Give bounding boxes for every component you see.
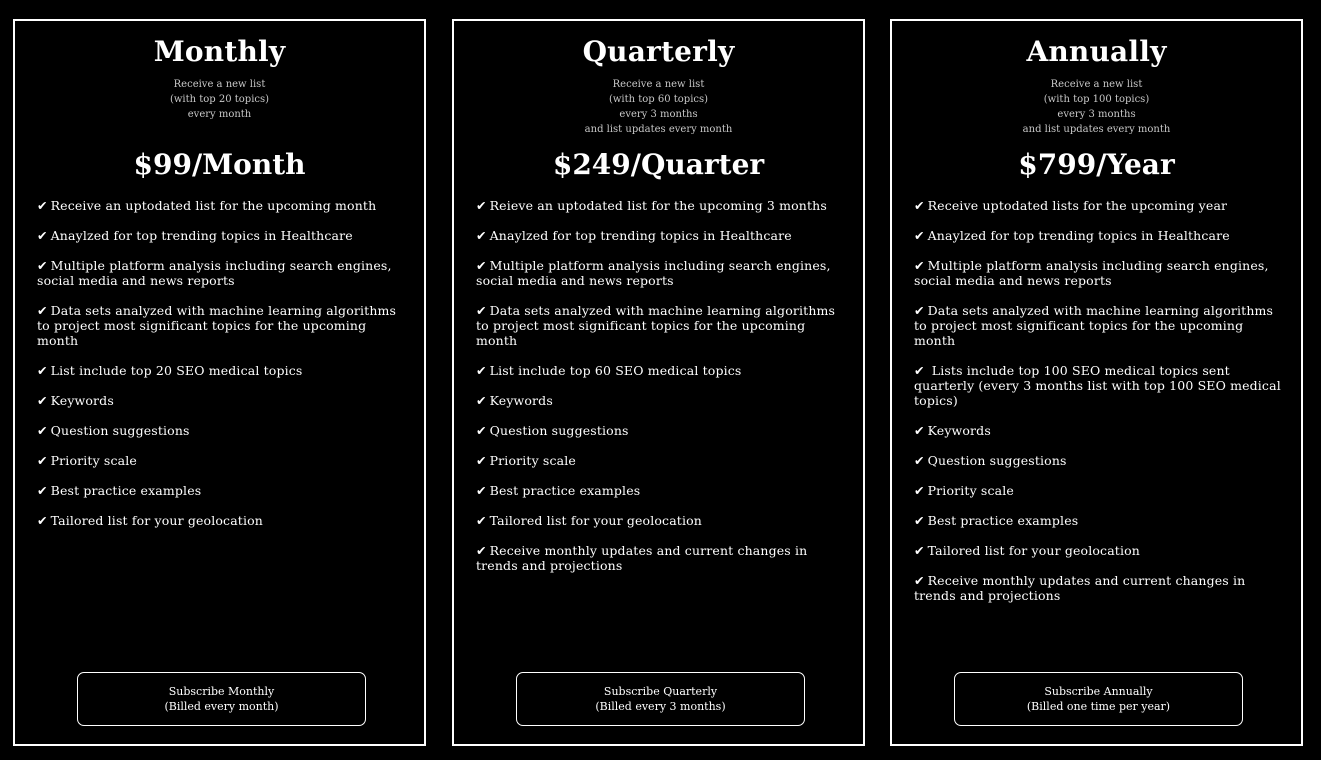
feature-item [476, 453, 847, 468]
feature-item [476, 423, 847, 438]
feature-text: Best practice examples [927, 513, 1079, 528]
feature-item [476, 258, 847, 288]
checkmark-icon: ✔ [914, 363, 925, 378]
checkmark-icon: ✔ [37, 423, 48, 438]
subscribe-quarterly-button[interactable] [516, 672, 805, 726]
feature-text: Data sets analyzed with machine learning algorithms to project most significant topics for the upcoming month [914, 303, 1274, 348]
checkmark-icon: ✔ [476, 228, 487, 243]
plan-price: $799/Year [1018, 148, 1175, 181]
feature-item [476, 393, 847, 408]
feature-item [476, 363, 847, 378]
checkmark-icon: ✔ [37, 363, 48, 378]
checkmark-icon: ✔ [476, 483, 487, 498]
checkmark-icon: ✔ [37, 453, 48, 468]
plan-description-line: every 3 months [619, 109, 698, 120]
feature-item [914, 513, 1285, 528]
feature-item [37, 453, 408, 468]
button-sublabel: (Billed every 3 months) [595, 700, 726, 713]
feature-text: Best practice examples [50, 483, 202, 498]
plan-description [15, 77, 424, 137]
plan-description-line: (with top 100 topics) [1043, 94, 1150, 105]
pricing-card-annually [890, 19, 1303, 746]
feature-text: Anaylzed for top trending topics in Healthcare [927, 228, 1230, 243]
feature-item [476, 543, 847, 573]
feature-text: Multiple platform analysis including search engines, social media and news reports [476, 258, 831, 288]
plan-description-line: and list updates every month [1022, 124, 1171, 135]
feature-list [15, 198, 424, 528]
feature-text: Tailored list for your geolocation [489, 513, 703, 528]
feature-text: Question suggestions [927, 453, 1067, 468]
feature-text: Data sets analyzed with machine learning algorithms to project most significant topics for the upcoming month [476, 303, 836, 348]
checkmark-icon: ✔ [476, 543, 487, 558]
feature-item [37, 258, 408, 288]
feature-text: Multiple platform analysis including search engines, social media and news reports [914, 258, 1269, 288]
plan-description-line: (with top 60 topics) [608, 94, 709, 105]
plan-description-line: Receive a new list [173, 79, 266, 90]
plan-description [454, 77, 863, 137]
subscribe-monthly-button[interactable] [77, 672, 366, 726]
feature-item [37, 513, 408, 528]
feature-item [37, 228, 408, 243]
feature-item [914, 573, 1285, 603]
plan-price: $99/Month [133, 148, 306, 181]
feature-text: Receive monthly updates and current changes in trends and projections [914, 573, 1246, 603]
plan-description-line: every 3 months [1057, 109, 1136, 120]
plan-price: $249/Quarter [552, 148, 765, 181]
feature-text: Anaylzed for top trending topics in Healthcare [489, 228, 792, 243]
feature-text: Priority scale [927, 483, 1014, 498]
feature-list [454, 198, 863, 573]
feature-text: Question suggestions [50, 423, 190, 438]
checkmark-icon: ✔ [914, 303, 925, 318]
feature-text: List include top 60 SEO medical topics [489, 363, 742, 378]
plan-description [892, 77, 1301, 137]
feature-text: Tailored list for your geolocation [927, 543, 1141, 558]
feature-item [914, 228, 1285, 243]
feature-item [476, 483, 847, 498]
feature-text: List include top 20 SEO medical topics [50, 363, 303, 378]
checkmark-icon: ✔ [476, 303, 487, 318]
plan-description-line: Receive a new list [612, 79, 705, 90]
feature-text: Receive uptodated lists for the upcoming year [927, 198, 1228, 213]
feature-text: Receive monthly updates and current changes in trends and projections [476, 543, 808, 573]
feature-text: Keywords [489, 393, 553, 408]
checkmark-icon: ✔ [37, 393, 48, 408]
plan-description-line: every month [187, 109, 252, 120]
feature-item [914, 258, 1285, 288]
checkmark-icon: ✔ [37, 483, 48, 498]
feature-item [37, 393, 408, 408]
feature-text: Tailored list for your geolocation [50, 513, 264, 528]
feature-item [476, 303, 847, 348]
feature-text: Anaylzed for top trending topics in Healthcare [50, 228, 353, 243]
checkmark-icon: ✔ [476, 423, 487, 438]
feature-item [37, 198, 408, 213]
feature-item [914, 453, 1285, 468]
checkmark-icon: ✔ [914, 453, 925, 468]
checkmark-icon: ✔ [914, 198, 925, 213]
plan-description-line: (with top 20 topics) [169, 94, 270, 105]
button-label: Subscribe Quarterly [603, 685, 718, 698]
feature-item [476, 513, 847, 528]
plan-title: Monthly [153, 35, 286, 68]
feature-item [914, 303, 1285, 348]
checkmark-icon: ✔ [37, 303, 48, 318]
checkmark-icon: ✔ [914, 228, 925, 243]
checkmark-icon: ✔ [914, 483, 925, 498]
feature-item [37, 423, 408, 438]
checkmark-icon: ✔ [914, 513, 925, 528]
checkmark-icon: ✔ [914, 258, 925, 273]
checkmark-icon: ✔ [476, 393, 487, 408]
feature-text: Best practice examples [489, 483, 641, 498]
checkmark-icon: ✔ [476, 513, 487, 528]
checkmark-icon: ✔ [476, 258, 487, 273]
checkmark-icon: ✔ [37, 258, 48, 273]
feature-text: Reieve an uptodated list for the upcoming 3 months [489, 198, 827, 213]
plan-title: Annually [1026, 35, 1167, 68]
feature-list [892, 198, 1301, 603]
feature-item [37, 483, 408, 498]
feature-item [914, 543, 1285, 558]
checkmark-icon: ✔ [914, 423, 925, 438]
pricing-card-quarterly [452, 19, 865, 746]
checkmark-icon: ✔ [37, 513, 48, 528]
feature-item [914, 423, 1285, 438]
feature-text: Keywords [927, 423, 991, 438]
button-sublabel: (Billed every month) [164, 700, 279, 713]
feature-text: Multiple platform analysis including search engines, social media and news reports [37, 258, 392, 288]
checkmark-icon: ✔ [476, 363, 487, 378]
subscribe-annually-button[interactable] [954, 672, 1243, 726]
feature-item [37, 363, 408, 378]
pricing-card-monthly [13, 19, 426, 746]
feature-text: Priority scale [489, 453, 576, 468]
feature-item [914, 483, 1285, 498]
plan-description-line: Receive a new list [1050, 79, 1143, 90]
feature-item [914, 198, 1285, 213]
checkmark-icon: ✔ [476, 198, 487, 213]
checkmark-icon: ✔ [914, 543, 925, 558]
checkmark-icon: ✔ [37, 228, 48, 243]
checkmark-icon: ✔ [37, 198, 48, 213]
feature-text: Lists include top 100 SEO medical topics sent quarterly (every 3 months list with top 100 SEO medical topics) [914, 363, 1281, 408]
checkmark-icon: ✔ [914, 573, 925, 588]
feature-text: Priority scale [50, 453, 137, 468]
feature-text: Keywords [50, 393, 114, 408]
checkmark-icon: ✔ [476, 453, 487, 468]
plan-title: Quarterly [582, 35, 735, 68]
feature-item [476, 228, 847, 243]
feature-item [476, 198, 847, 213]
feature-text: Question suggestions [489, 423, 629, 438]
button-label: Subscribe Monthly [168, 685, 275, 698]
plan-description-line: and list updates every month [584, 124, 733, 135]
feature-item [914, 363, 1285, 408]
button-sublabel: (Billed one time per year) [1026, 700, 1171, 713]
feature-text: Data sets analyzed with machine learning algorithms to project most significant topics for the upcoming month [37, 303, 397, 348]
feature-text: Receive an uptodated list for the upcoming month [50, 198, 377, 213]
feature-item [37, 303, 408, 348]
button-label: Subscribe Annually [1044, 685, 1153, 698]
